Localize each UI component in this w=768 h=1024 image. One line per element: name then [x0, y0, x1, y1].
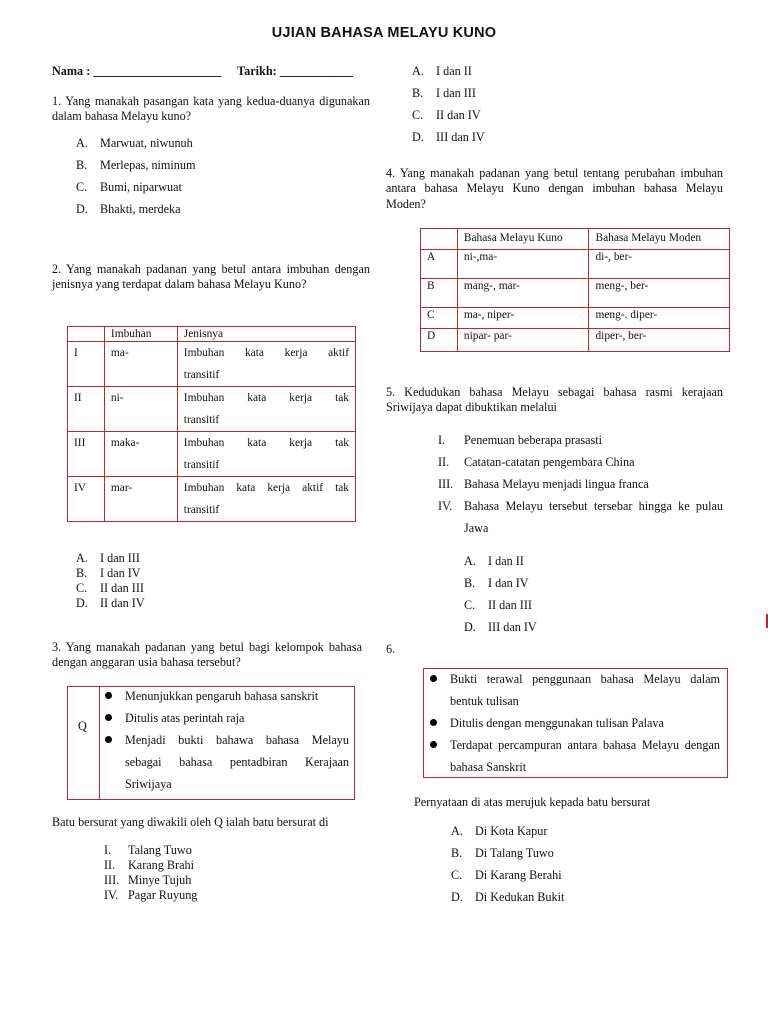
- table-header-row: [421, 229, 730, 250]
- question-2-text: 2. Yang manakah padanan yang betul antara imbuhan dengan jenisnya yang terdapat dalam bahasa Melayu Kuno?: [52, 262, 370, 292]
- option-c[interactable]: C. II dan III: [76, 581, 144, 595]
- moden-cell: meng-, ber-: [589, 279, 730, 308]
- list-item: Menjadi bukti bahawa bahasa Melayu sebagai bahasa pentadbiran Kerajaan Sriwijaya: [99, 729, 349, 795]
- option-a[interactable]: A. I dan II: [464, 554, 524, 568]
- kuno-cell: mang-, mar-: [457, 279, 589, 308]
- moden-cell: di-, ber-: [589, 250, 730, 279]
- table-row: [421, 308, 730, 329]
- list-item: Ditulis dengan menggunakan tulisan Palava: [424, 712, 720, 734]
- jenis-cell: Imbuhan kata kerja tak transitif: [177, 432, 355, 477]
- option-b[interactable]: B. I dan III: [412, 86, 476, 100]
- table-row: [421, 329, 730, 352]
- list-item: III. Bahasa Melayu menjadi lingua franca: [438, 477, 649, 491]
- list-item: I. Penemuan beberapa prasasti: [438, 433, 603, 447]
- moden-cell: meng-. diper-: [589, 308, 730, 329]
- question-6-number: 6.: [386, 642, 396, 656]
- row-letter: D: [421, 329, 458, 352]
- option-d[interactable]: D. III dan IV: [464, 620, 537, 634]
- question-6-box: [423, 668, 728, 778]
- nama-label: Nama :: [52, 64, 91, 78]
- option-a[interactable]: A. Marwuat, niwunuh: [76, 136, 193, 150]
- option-c[interactable]: C. Bumi, niparwuat: [76, 180, 182, 194]
- question-3-list: [104, 843, 197, 903]
- question-3-box: [67, 686, 355, 800]
- header-row: [52, 64, 353, 79]
- table-header-cell: Imbuhan: [104, 327, 177, 342]
- kuno-cell: nipar- par-: [457, 329, 589, 352]
- jenis-cell: Imbuhan kata kerja aktif tak transitif: [177, 477, 355, 522]
- question-2-table: [67, 326, 356, 522]
- option-b[interactable]: B. Di Talang Tuwo: [451, 846, 554, 860]
- option-a[interactable]: A. Di Kota Kapur: [451, 824, 548, 838]
- row-letter: C: [421, 308, 458, 329]
- option-b[interactable]: B. I dan IV: [464, 576, 529, 590]
- nama-line: _____________________: [93, 64, 222, 78]
- question-2-options: [76, 551, 145, 611]
- question-5-options: [464, 554, 537, 642]
- option-d[interactable]: D. Bhakti, merdeka: [76, 202, 181, 216]
- table-header-cell: Jenisnya: [177, 327, 355, 342]
- question-3-options: [412, 64, 485, 152]
- list-item: Bukti terawal penggunaan bahasa Melayu dalam bentuk tulisan: [424, 668, 720, 712]
- row-number: II: [68, 387, 105, 432]
- table-row: [421, 250, 730, 279]
- question-5-list: [438, 429, 723, 539]
- table-header-cell: [421, 229, 458, 250]
- jenis-cell: Imbuhan kata kerja aktif transitif: [177, 342, 355, 387]
- question-3-stem: Batu bersurat yang diwakili oleh Q ialah batu bersurat di: [52, 815, 329, 829]
- jenis-cell: Imbuhan kata kerja tak transitif: [177, 387, 355, 432]
- list-item: II. Catatan-catatan pengembara China: [438, 455, 635, 469]
- question-6-stem: Pernyataan di atas merujuk kepada batu bersurat: [414, 795, 651, 809]
- table-header-cell: Bahasa Melayu Kuno: [457, 229, 589, 250]
- table-header-cell: Bahasa Melayu Moden: [589, 229, 730, 250]
- table-row: [68, 477, 356, 522]
- option-d[interactable]: D. II dan IV: [76, 596, 145, 610]
- list-item: III. Minye Tujuh: [104, 873, 192, 887]
- table-header-cell: [68, 327, 105, 342]
- row-number: I: [68, 342, 105, 387]
- row-number: IV: [68, 477, 105, 522]
- option-a[interactable]: A. I dan II: [412, 64, 472, 78]
- list-item: Terdapat percampuran antara bahasa Melayu dengan bahasa Sanskrit: [424, 734, 720, 778]
- option-b[interactable]: B. I dan IV: [76, 566, 141, 580]
- imbuhan-cell: ni-: [104, 387, 177, 432]
- imbuhan-cell: ma-: [104, 342, 177, 387]
- kuno-cell: ma-, niper-: [457, 308, 589, 329]
- option-c[interactable]: C. II dan IV: [412, 108, 481, 122]
- list-item: IV. Bahasa Melayu tersebut tersebar hingga ke pulau Jawa: [438, 499, 723, 535]
- question-4-text: 4. Yang manakah padanan yang betul tentang perubahan imbuhan antara bahasa Melayu Kuno dengan imbuhan bahasa Melayu Moden?: [386, 166, 723, 211]
- question-3-bullets: [99, 685, 349, 795]
- list-item: Menunjukkan pengaruh bahasa sanskrit: [99, 685, 349, 707]
- list-item: IV. Pagar Ruyung: [104, 888, 198, 902]
- imbuhan-cell: mar-: [104, 477, 177, 522]
- option-d[interactable]: D. Di Kedukan Bukit: [451, 890, 565, 904]
- table-row: [68, 432, 356, 477]
- tarikh-label: Tarikh:: [237, 64, 277, 78]
- option-c[interactable]: C. Di Karang Berahi: [451, 868, 562, 882]
- row-letter: B: [421, 279, 458, 308]
- table-header-row: [68, 327, 356, 342]
- q-label: Q: [78, 719, 87, 733]
- row-letter: A: [421, 250, 458, 279]
- list-item: I. Talang Tuwo: [104, 843, 192, 857]
- option-c[interactable]: C. II dan III: [464, 598, 532, 612]
- row-number: III: [68, 432, 105, 477]
- question-6-bullets: [424, 668, 720, 778]
- table-row: [421, 279, 730, 308]
- option-d[interactable]: D. III dan IV: [412, 130, 485, 144]
- question-3-text: 3. Yang manakah padanan yang betul bagi kelompok bahasa dengan anggaran usia bahasa tersebut?: [52, 640, 362, 670]
- option-a[interactable]: A. I dan III: [76, 551, 140, 565]
- question-6-options: [451, 824, 564, 912]
- tarikh-line: ____________: [279, 64, 353, 78]
- table-row: [68, 342, 356, 387]
- page-title: UJIAN BAHASA MELAYU KUNO: [271, 25, 497, 41]
- question-5-text: 5. Kedudukan bahasa Melayu sebagai bahasa rasmi kerajaan Sriwijaya dapat dibuktikan melalui: [386, 385, 723, 415]
- moden-cell: diper-, ber-: [589, 329, 730, 352]
- option-b[interactable]: B. Merlepas, niminum: [76, 158, 196, 172]
- table-row: [68, 387, 356, 432]
- list-item: II. Karang Brahi: [104, 858, 194, 872]
- question-1-text: 1. Yang manakah pasangan kata yang kedua-duanya digunakan dalam bahasa Melayu kuno?: [52, 94, 370, 124]
- question-1-options: [76, 136, 195, 224]
- question-4-table: [420, 228, 730, 352]
- kuno-cell: ni-,ma-: [457, 250, 589, 279]
- imbuhan-cell: maka-: [104, 432, 177, 477]
- list-item: Ditulis atas perintah raja: [99, 707, 349, 729]
